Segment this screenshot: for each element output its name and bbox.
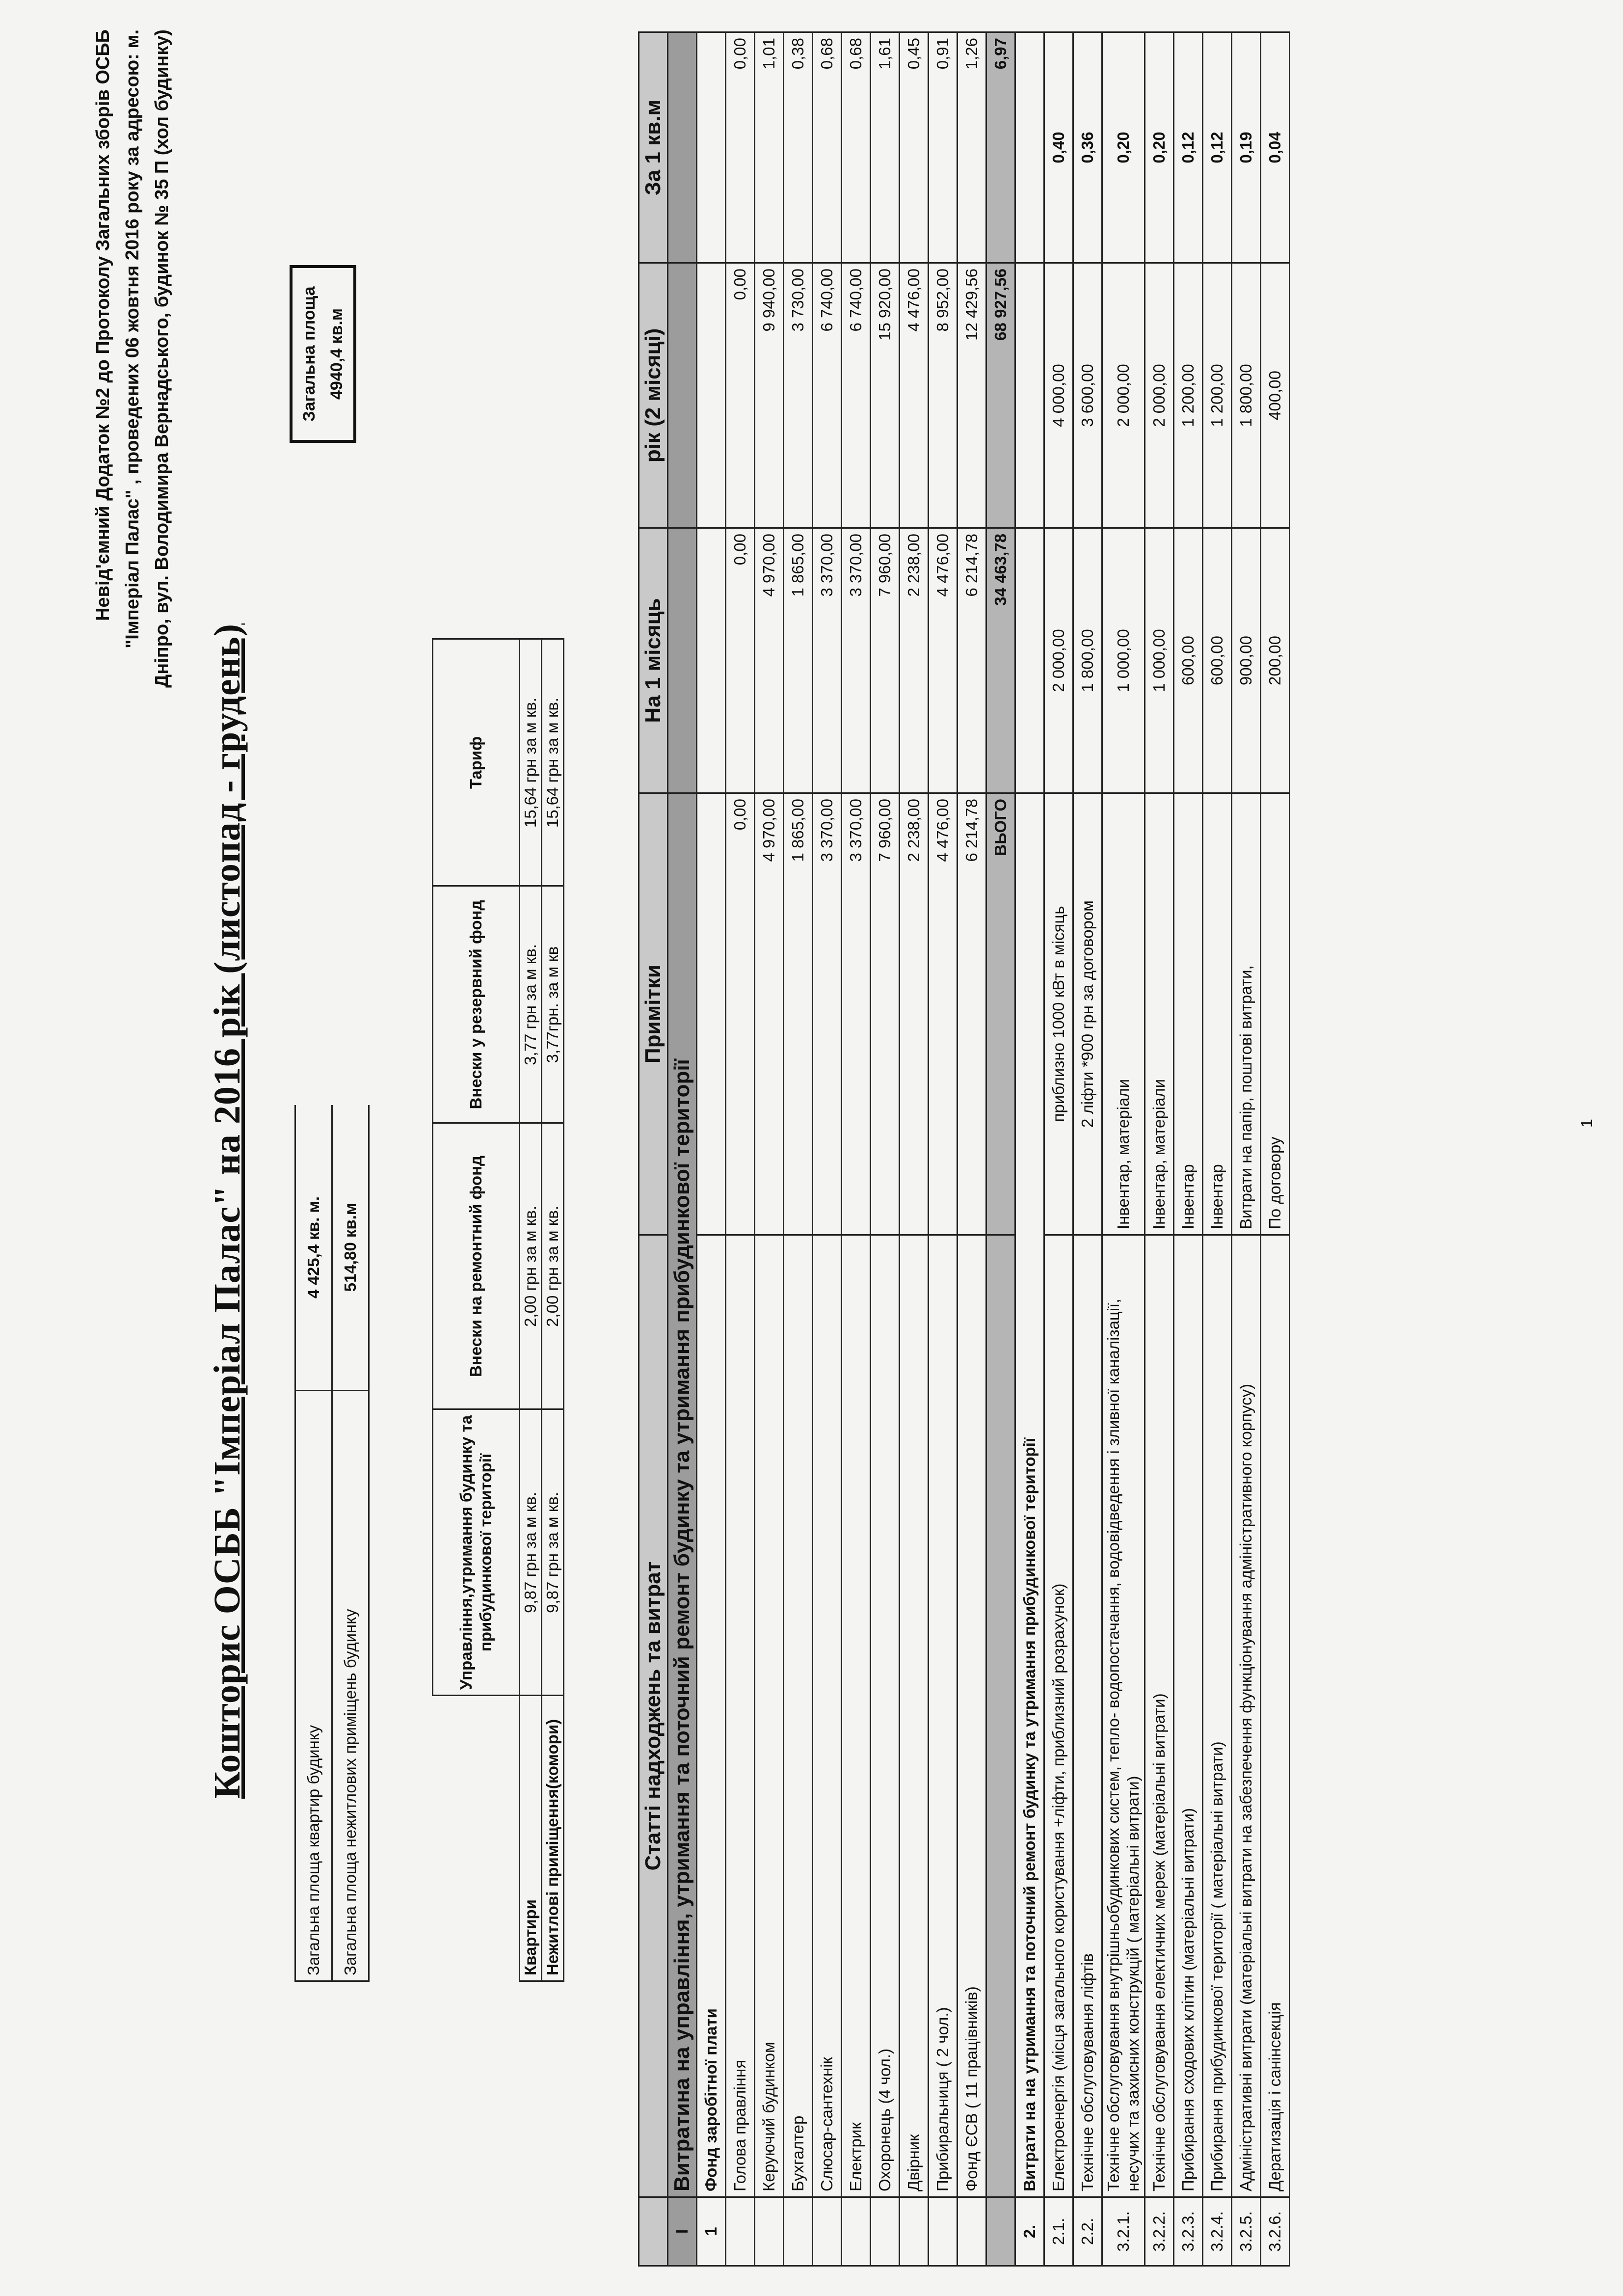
rates-header: Управління,утримання будинку та прибудинкової території [433,1409,520,1696]
staff-name: Голова правління [726,1235,755,2197]
item-num: 3.2.3. [1174,2197,1203,2266]
item-num: 2.2. [1073,2197,1102,2266]
area-value: 4 425,4 кв. м. [295,1105,332,1391]
item-note: Витрати на папір, поштові витрати, [1232,793,1261,1235]
fund-title: Фонд заробітної плати [697,1235,726,2197]
total-month: 34 463,78 [986,528,1015,793]
item-per-sqm: 0,12 [1203,32,1232,263]
item-name: Технічне обслуговування внутрішньобудинкових систем, тепло- водопостачання, водовідведення і зливної каналізації, несучих та захисних конструкцій ( матеріальні витрати) [1102,1235,1145,2197]
item-name: Прибирання сходових клітин (матеріальні витрати) [1174,1235,1203,2197]
item-num: 3.2.6. [1261,2197,1290,2266]
staff-note: 4 476,00 [929,793,958,1235]
header-per-sqm: За 1 кв.м [639,32,668,263]
row-num-cell [958,2197,986,2266]
item-num: 3.2.4. [1203,2197,1232,2266]
table-row [1102,32,1145,2266]
table-row [929,32,958,2266]
item-name: Електроенергія (місця загального користування +ліфти, приблизний розрахунок) [1044,1235,1073,2197]
area-row [332,1105,369,1981]
header-num-cell [639,2197,668,2266]
expense-rows [1044,32,1290,2266]
staff-name: Прибиральниця ( 2 чол.) [929,1235,958,2197]
item-per-sqm: 0,04 [1261,32,1290,263]
staff-name: Охоронець (4 чол.) [871,1235,900,2197]
row-num-cell [900,2197,929,2266]
staff-name: Фонд ЄСВ ( 11 працівників) [958,1235,986,2197]
staff-note: 3 370,00 [813,793,842,1235]
staff-per-sqm: 0,00 [726,32,755,263]
item-note: 2 ліфти *900 грн за договором [1073,793,1102,1235]
staff-per-sqm: 0,91 [929,32,958,263]
rates-cell: 9,87 грн за м кв. [520,1409,542,1696]
row-num-cell [813,2197,842,2266]
row-num-cell [726,2197,755,2266]
item-num: 3.2.5. [1232,2197,1261,2266]
staff-name: Двірник [900,1235,929,2197]
staff-note: 0,00 [726,793,755,1235]
area-table [294,1105,370,1982]
item-per-sqm: 0,19 [1232,32,1261,263]
item-per-sqm: 0,36 [1073,32,1102,263]
item-year: 4 000,00 [1044,263,1073,528]
staff-name: Керуючий будинком [755,1235,784,2197]
item-month: 1 800,00 [1073,528,1102,793]
rates-cell: 3,77грн. за м кв [542,886,564,1123]
item-note: По договору [1261,793,1290,1235]
row-num-cell [842,2197,871,2266]
rates-cell: 15,64 грн за м кв. [542,639,564,886]
staff-month: 6 214,78 [958,528,986,793]
staff-note: 6 214,78 [958,793,986,1235]
document-header [88,29,177,1109]
row-num-cell [871,2197,900,2266]
rates-row-name: Нежитлові приміщення(комори) [542,1696,564,1981]
total-label: ВЬОГО [986,793,1015,1235]
item-year: 2 000,00 [1102,263,1145,528]
table-row [1203,32,1232,2266]
item-note: Інвентар [1174,793,1203,1235]
staff-month: 4 970,00 [755,528,784,793]
item-num: 2.1. [1044,2197,1073,2266]
table-row [1044,32,1073,2266]
staff-month: 4 476,00 [929,528,958,793]
rates-row-name: Квартири [520,1696,542,1981]
row-num-cell [784,2197,813,2266]
rates-header: Внески у резервний фонд [433,886,520,1123]
rates-row [520,639,542,1981]
rates-header-row [433,639,520,1981]
staff-note: 1 865,00 [784,793,813,1235]
item-name: Технічне обслуговування електичних мереж (матеріальні витрати) [1145,1235,1174,2197]
total-area-box [290,265,356,443]
table-row [958,32,986,2266]
staff-per-sqm: 0,45 [900,32,929,263]
section-num: 2. [1015,2197,1044,2266]
header-line-1: Невід'ємний Додаток №2 до Протоколу Загальних зборів ОСББ [93,29,113,621]
item-note: Інвентар [1203,793,1232,1235]
header-month: На 1 місяць [639,528,668,793]
area-value: 514,80 кв.м [332,1105,369,1391]
area-label: Загальна площа квартир будинку [295,1391,332,1981]
item-year: 2 000,00 [1145,263,1174,528]
staff-year: 4 476,00 [900,263,929,528]
rates-header: Тариф [433,639,520,886]
row-num-cell [755,2197,784,2266]
page-title: Кошторис ОСББ "Імперіал Палас" на 2016 рік (листопад - грудень) [207,623,248,1799]
total-row [986,32,1015,2266]
staff-month: 2 238,00 [900,528,929,793]
item-per-sqm: 0,40 [1044,32,1073,263]
item-per-sqm: 0,20 [1145,32,1174,263]
total-per-sqm: 6,97 [986,32,1015,263]
rates-cell: 3,77 грн за м кв. [520,886,542,1123]
item-num: 3.2.1. [1102,2197,1145,2266]
item-num: 3.2.2. [1145,2197,1174,2266]
staff-year: 15 920,00 [871,263,900,528]
header-line-3: Дніпро, вул. Володимира Вернадського, будинок № 35 П (хол будинку) [152,29,172,688]
staff-note: 3 370,00 [842,793,871,1235]
item-year: 1 200,00 [1203,263,1232,528]
section-row [668,32,697,2266]
table-row [784,32,813,2266]
table-row [1261,32,1290,2266]
row-num-cell [929,2197,958,2266]
page-number: 1 [1578,1119,1596,1128]
table-row [871,32,900,2266]
staff-month: 1 865,00 [784,528,813,793]
table-row [1232,32,1261,2266]
item-year: 1 200,00 [1174,263,1203,528]
staff-per-sqm: 0,38 [784,32,813,263]
section-row [1015,32,1044,2266]
section-num: I [668,2197,697,2266]
item-month: 1 000,00 [1145,528,1174,793]
item-month: 600,00 [1174,528,1203,793]
staff-month: 3 370,00 [813,528,842,793]
staff-rows [726,32,986,2266]
item-per-sqm: 0,12 [1174,32,1203,263]
table-row [1073,32,1102,2266]
item-note: Інвентар, матеріали [1145,793,1174,1235]
fund-num: 1 [697,2197,726,2266]
budget-table [638,31,1290,2267]
staff-per-sqm: 1,26 [958,32,986,263]
rates-table [432,639,564,1982]
item-month: 200,00 [1261,528,1290,793]
staff-year: 9 940,00 [755,263,784,528]
header-year: рік (2 місяці) [639,263,668,528]
item-per-sqm: 0,20 [1102,32,1145,263]
section-title: Витрати на на утримання та поточний ремонт будинку та утримання прибудинкової території [1015,793,1044,2197]
item-name: Дератизація і санінсекція [1261,1235,1290,2197]
table-row [1174,32,1203,2266]
staff-year: 8 952,00 [929,263,958,528]
item-month: 1 000,00 [1102,528,1145,793]
item-year: 1 800,00 [1232,263,1261,528]
table-row [726,32,755,2266]
staff-name: Слюсар-сантехнік [813,1235,842,2197]
header-notes: Примітки [639,793,668,1235]
item-year: 400,00 [1261,263,1290,528]
item-year: 3 600,00 [1073,263,1102,528]
item-month: 900,00 [1232,528,1261,793]
staff-name: Електрик [842,1235,871,2197]
staff-year: 0,00 [726,263,755,528]
fund-row [697,32,726,2266]
area-label: Загальна площа нежитлових приміщень будинку [332,1391,369,1981]
staff-month: 3 370,00 [842,528,871,793]
item-note: приблизно 1000 кВт в місяць [1044,793,1073,1235]
staff-month: 7 960,00 [871,528,900,793]
total-area-value: 4940,4 кв.м [327,308,346,400]
staff-per-sqm: 1,01 [755,32,784,263]
total-year: 68 927,56 [986,263,1015,528]
item-name: Технічне обслуговування ліфтів [1073,1235,1102,2197]
table-row [755,32,784,2266]
staff-year: 3 730,00 [784,263,813,528]
staff-note: 4 970,00 [755,793,784,1235]
item-note: Інвентар, матеріали [1102,793,1145,1235]
staff-per-sqm: 0,68 [813,32,842,263]
staff-per-sqm: 1,61 [871,32,900,263]
budget-header-row [639,32,668,2266]
section-title: Витратина на управління, утримання та поточний ремонт будинку та утримання прибудинкової території [668,793,697,2197]
table-row [900,32,929,2266]
item-name: Прибирання прибудинкової території ( матеріальні витрати) [1203,1235,1232,2197]
rates-cell: 15,64 грн за м кв. [520,639,542,886]
staff-month: 0,00 [726,528,755,793]
staff-year: 12 429,56 [958,263,986,528]
item-month: 600,00 [1203,528,1232,793]
staff-year: 6 740,00 [842,263,871,528]
rates-row [542,639,564,1981]
item-name: Адміністративні витрати (матеріальні витрати на забезпечення функціонування адміністративного корпусу) [1232,1235,1261,2197]
rates-header: Внески на ремонтний фонд [433,1123,520,1409]
rates-cell: 9,87 грн за м кв. [542,1409,564,1696]
area-row [295,1105,332,1981]
total-area-label: Загальна площа [300,286,319,422]
item-month: 2 000,00 [1044,528,1073,793]
staff-per-sqm: 0,68 [842,32,871,263]
table-row [1145,32,1174,2266]
header-items: Статті надходжень та витрат [639,1235,668,2197]
staff-note: 7 960,00 [871,793,900,1235]
rates-cell: 2,00 грн за м кв. [520,1123,542,1409]
staff-name: Бухгалтер [784,1235,813,2197]
table-row [842,32,871,2266]
staff-note: 2 238,00 [900,793,929,1235]
rates-cell: 2,00 грн за м кв. [542,1123,564,1409]
table-row [813,32,842,2266]
staff-year: 6 740,00 [813,263,842,528]
rates-corner [433,1696,520,1981]
header-line-2: "Імперіал Палас" , проведених 06 жовтня 2016 року за адресою: м. [122,29,143,648]
